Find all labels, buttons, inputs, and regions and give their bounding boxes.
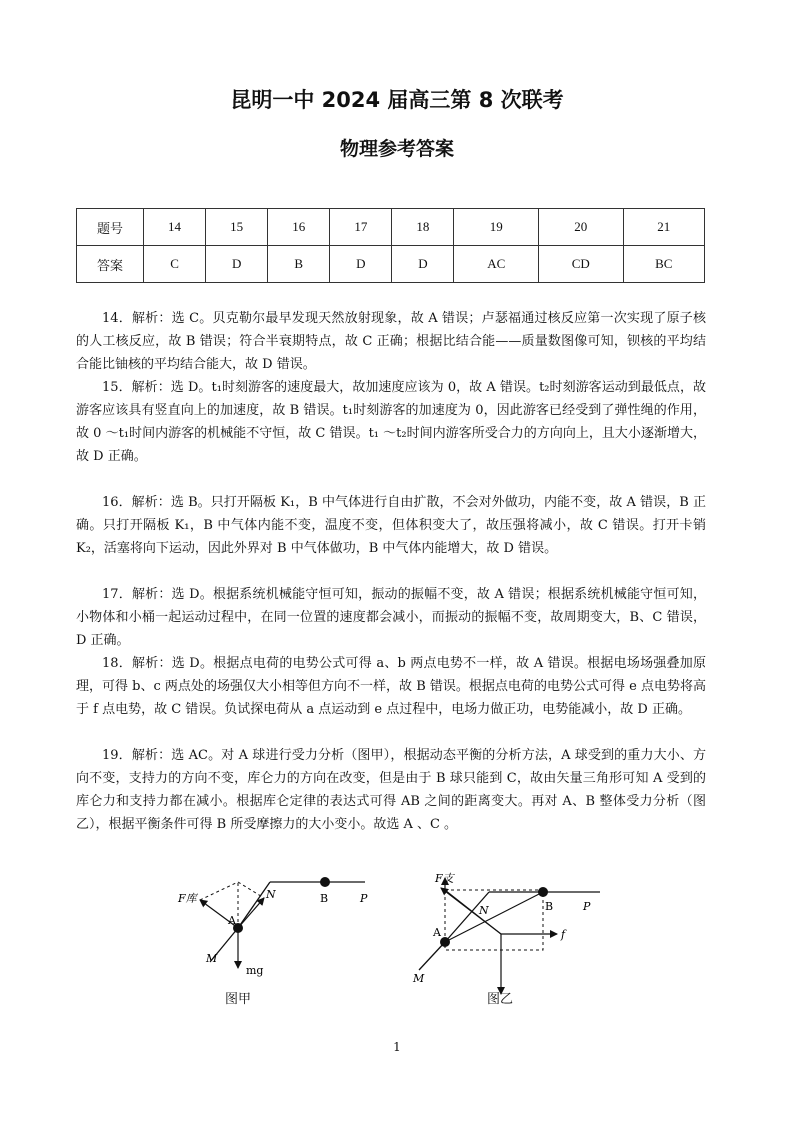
answer-table-answer-row: [77, 246, 705, 283]
answer-cell: BC: [623, 246, 704, 283]
label-b: B: [320, 892, 329, 905]
answer-cell: D: [330, 246, 392, 283]
row-label-number: 题号: [77, 209, 144, 246]
label-m: M: [206, 952, 218, 965]
page-subtitle: 物理参考答案: [339, 138, 454, 160]
solution-17: 17．解析：选 D。根据系统机械能守恒可知，振动的振幅不变，故 A 错误；根据系统机械能守恒可知，小物体和小桶一起运动过程中，在同一位置的速度都会减小，而振动的振幅不变，故周期变大，B、C 错误，D 正确。: [76, 587, 706, 648]
question-number: 18: [392, 209, 454, 246]
question-number: 20: [539, 209, 624, 246]
answer-cell: D: [392, 246, 454, 283]
question-number: 19: [454, 209, 539, 246]
answer-cell: AC: [454, 246, 539, 283]
label-f: F库: [178, 892, 197, 905]
rod-lower: [419, 942, 445, 970]
answer-table: [76, 208, 705, 283]
solution-14: 14．解析：选 C。贝克勒尔最早发现天然放射现象，故 A 错误；卢瑟福通过核反应第一次实现了原子核的人工核反应，故 B 错误；符合半衰期特点，故 C 正确；根据比结合能——质量数图像可知，钡核的平均结合能比铀核的平均结合能大，故 D 错误。: [76, 311, 706, 372]
label-n: N: [479, 904, 489, 917]
page-number: 1: [393, 1040, 401, 1054]
label-a: A: [228, 914, 236, 927]
page-title: 昆明一中 2024 届高三第 8 次联考: [230, 88, 564, 112]
figure-a-force-diagram: [170, 860, 380, 1000]
answer-cell: C: [144, 246, 206, 283]
solution-15: 15．解析：选 D。t₁时刻游客的速度最大，故加速度应该为 0，故 A 错误。t₂时刻游客运动到最低点，故游客应该具有竖直向上的加速度，故 B 错误。t₁时刻游客的加速度为 0，因此游客已经受到了弹性绳的作用，故 0 ～t₁时间内游客的机械能不守恒，故 C 错误。t₁ ～t₂时间内游客所受合力的方向向上，且大小逐渐增大，故 D 正确。: [76, 380, 706, 464]
label-f: F支: [435, 872, 454, 885]
rod-incline: [445, 892, 489, 942]
support-force-arrow: [441, 888, 501, 934]
figure-b-force-diagram: [405, 866, 605, 996]
question-number: 21: [623, 209, 704, 246]
answer-cell: D: [206, 246, 268, 283]
label-mg: mg: [246, 964, 264, 977]
label-friction: f: [561, 928, 566, 941]
question-number: 17: [330, 209, 392, 246]
figure-b-caption: 图乙: [487, 992, 514, 1007]
ball-a: [440, 937, 450, 947]
question-number: 16: [268, 209, 330, 246]
label-b: B: [545, 900, 554, 913]
figure-a-caption: 图甲: [225, 992, 252, 1007]
solution-19: 19．解析：选 AC。对 A 球进行受力分析（图甲），根据动态平衡的分析方法，A 球受到的重力大小、方向不变，支持力的方向不变，库仑力的方向在改变，但是由于 B 球只能到 C，故由矢量三角形可知 A 受到的库仑力和支持力都在减小。根据库仑定律的表达式可得 AB 之间的距离变大。再对 A、B 整体受力分析（图乙），根据平衡条件可得 B 所受摩擦力的大小变小。故选 A 、C 。: [76, 748, 706, 832]
answer-cell: CD: [539, 246, 624, 283]
label-n: N: [266, 888, 276, 901]
question-number: 14: [144, 209, 206, 246]
label-m: M: [413, 972, 425, 985]
solution-18: 18．解析：选 D。根据点电荷的电势公式可得 a、b 两点电势不一样，故 A 错误。根据电场场强叠加原理，可得 b、c 两点处的场强仅大小相等但方向不一样，故 B 错误。根据点电荷的电势公式可得 e 点电势将高于 f 点电势，故 C 错误。负试探电荷从 a 点运动到 e 点过程中，电场力做正功，电势能减小，故 D 正确。: [76, 656, 706, 717]
row-label-answer: 答案: [77, 246, 144, 283]
label-a: A: [433, 926, 441, 939]
ball-b: [320, 877, 330, 887]
label-p: P: [360, 892, 368, 905]
answer-cell: B: [268, 246, 330, 283]
solution-16: 16．解析：选 B。只打开隔板 K₁，B 中气体进行自由扩散，不会对外做功，内能不变，故 A 错误，B 正确。只打开隔板 K₁，B 中气体内能不变，温度不变，但体积变大了，故压强将减小，故 C 错误。打开卡销 K₂，活塞将向下运动，因此外界对 B 中气体做功，B 中气体内能增大，故 D 错误。: [76, 495, 706, 556]
normal-force-arrow: [238, 898, 264, 928]
ball-b: [538, 887, 548, 897]
question-number: 15: [206, 209, 268, 246]
label-p: P: [583, 900, 591, 913]
answer-table-number-row: [77, 209, 705, 246]
